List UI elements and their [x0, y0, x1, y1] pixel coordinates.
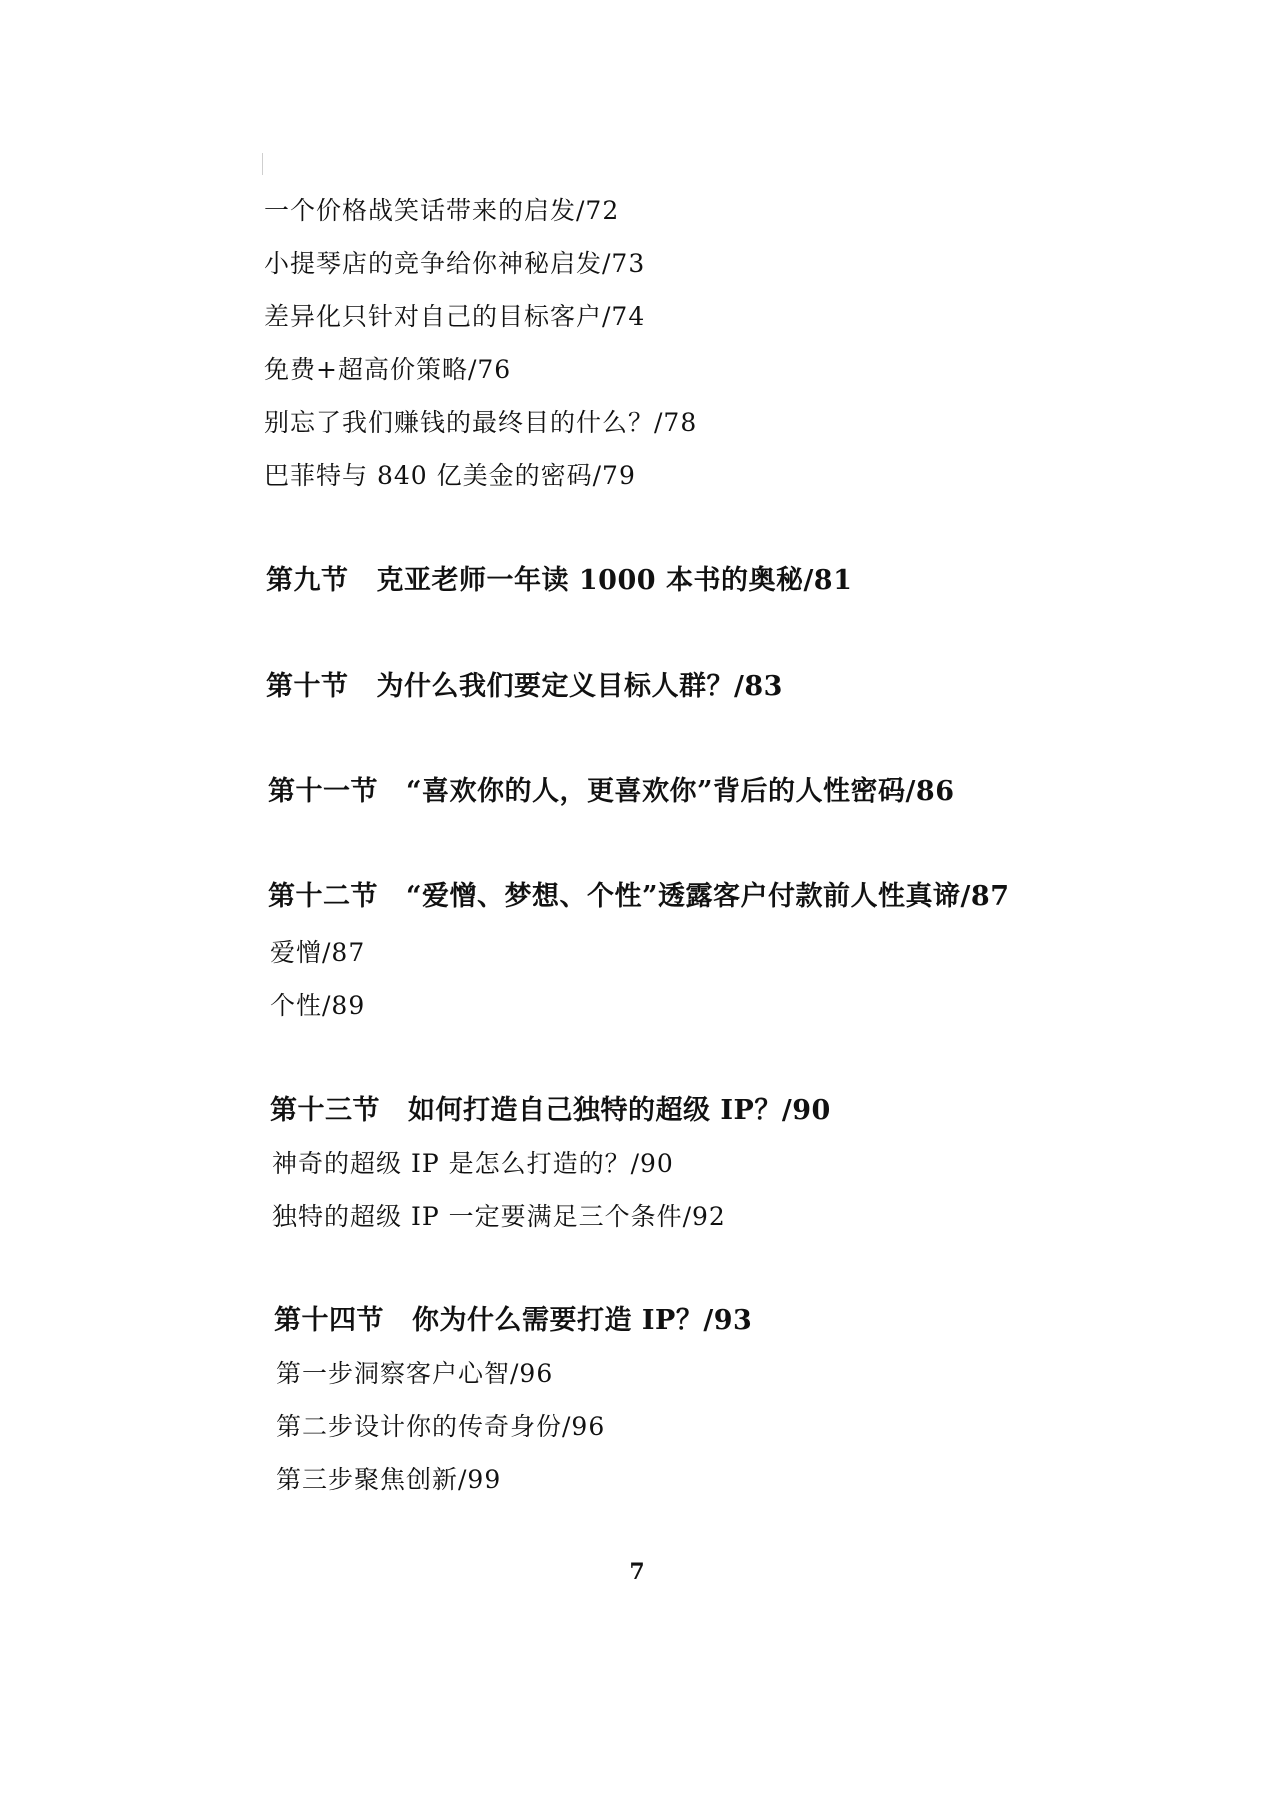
- section-label: 第十一节: [268, 776, 378, 807]
- section-heading: [274, 1307, 752, 1334]
- toc-entry: 第三步聚焦创新/99: [276, 1465, 502, 1494]
- section-label: 第十节: [266, 671, 349, 702]
- section-heading: [268, 883, 1010, 910]
- scan-mark: [262, 153, 263, 175]
- section-title: “爱憎、梦想、个性”透露客户付款前人性真谛/87: [406, 881, 1010, 912]
- toc-entry: 一个价格战笑话带来的启发/72: [264, 196, 620, 225]
- toc-entry: 独特的超级 IP 一定要满足三个条件/92: [272, 1202, 726, 1231]
- toc-entry: 第一步洞察客户心智/96: [276, 1359, 554, 1388]
- section-title: 如何打造自己独特的超级 IP？/90: [408, 1095, 831, 1126]
- section-title: 为什么我们要定义目标人群？/83: [376, 671, 783, 702]
- toc-entry: 别忘了我们赚钱的最终目的什么？/78: [264, 408, 698, 437]
- toc-entry: 神奇的超级 IP 是怎么打造的？/90: [272, 1149, 674, 1178]
- section-label: 第十二节: [268, 881, 378, 912]
- toc-entry: 差异化只针对自己的目标客户/74: [264, 302, 646, 331]
- section-title: 你为什么需要打造 IP？/93: [412, 1305, 753, 1336]
- toc-entry: 巴菲特与 840 亿美金的密码/79: [264, 461, 636, 490]
- toc-entry: 个性/89: [270, 991, 366, 1020]
- section-heading: [268, 778, 955, 805]
- section-title: “喜欢你的人，更喜欢你”背后的人性密码/86: [406, 776, 955, 807]
- section-heading: [266, 567, 852, 594]
- toc-entry: 小提琴店的竞争给你神秘启发/73: [264, 249, 646, 278]
- section-title: 克亚老师一年读 1000 本书的奥秘/81: [376, 565, 853, 596]
- toc-entry: 第二步设计你的传奇身份/96: [276, 1412, 606, 1441]
- section-heading: [266, 673, 783, 700]
- page-number: 7: [629, 1559, 645, 1585]
- section-label: 第十四节: [274, 1305, 384, 1336]
- section-heading: [270, 1097, 831, 1124]
- toc-entry: 爱憎/87: [270, 938, 366, 967]
- toc-entry: 免费+超高价策略/76: [264, 355, 512, 384]
- section-label: 第十三节: [270, 1095, 380, 1126]
- section-label: 第九节: [266, 565, 349, 596]
